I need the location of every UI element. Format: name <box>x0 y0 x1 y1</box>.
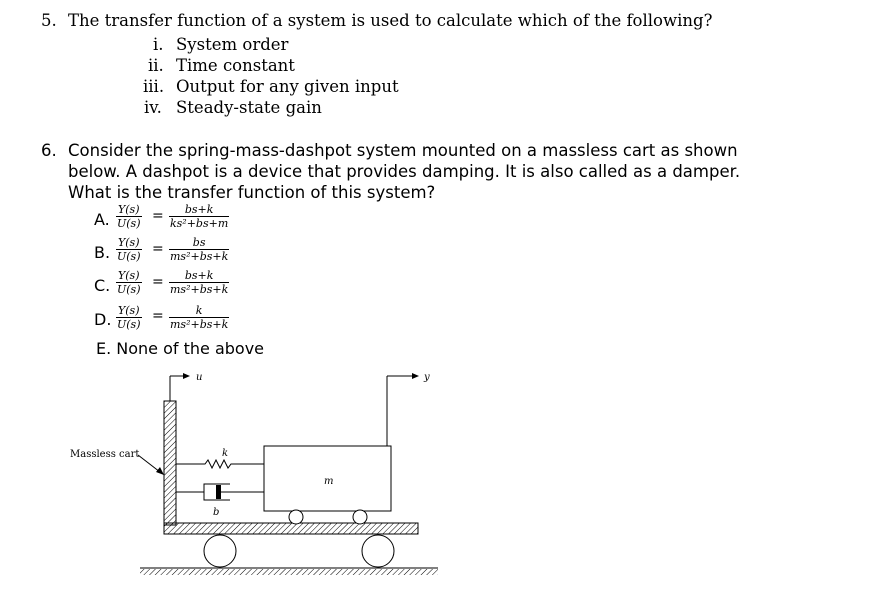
choice-d-lhs-denominator: U(s) <box>117 318 141 331</box>
choice-c-lhs-numerator: Y(s) <box>118 269 140 282</box>
choice-c-letter: C. <box>94 276 111 295</box>
cart-wall <box>164 401 176 525</box>
choice-a-rhs-denominator: ks²+bs+m <box>170 217 229 230</box>
cart-pointer-arrow <box>138 455 164 475</box>
label-y: y <box>424 372 430 383</box>
choice-d-letter: D. <box>94 310 112 329</box>
question-5-text: The transfer function of a system is used to calculate which of the following? <box>68 11 713 30</box>
choice-c-lhs-denominator: U(s) <box>117 283 141 296</box>
mass-wheel <box>353 510 367 524</box>
choice-b-rhs-denominator: ms²+bs+k <box>170 250 229 263</box>
choice-a-letter: A. <box>94 210 110 229</box>
cart-wheel <box>362 535 394 567</box>
choice-d-lhs-numerator: Y(s) <box>118 304 140 317</box>
cart-wheel <box>204 535 236 567</box>
output-y-arrow <box>387 373 419 446</box>
choice-a-lhs-denominator: U(s) <box>117 217 141 230</box>
dashpot <box>176 484 264 500</box>
choice-d-rhs-numerator: k <box>169 304 229 318</box>
equals-sign: = <box>152 308 164 324</box>
label-u: u <box>196 372 203 383</box>
choice-b-lhs-numerator: Y(s) <box>118 236 140 249</box>
choice-e: E. None of the above <box>96 339 265 358</box>
choice-a-rhs-numerator: bs+k <box>169 203 229 217</box>
equals-sign: = <box>152 274 164 290</box>
question-5-number: 5. <box>41 11 57 30</box>
label-massless-cart: Massless cart <box>70 449 140 460</box>
choice-b-letter: B. <box>94 243 111 262</box>
choice-b-lhs-denominator: U(s) <box>117 250 141 263</box>
choice-c-rhs-denominator: ms²+bs+k <box>170 283 229 296</box>
input-u-arrow <box>170 373 190 401</box>
q5-option-numeral: i. <box>153 35 164 54</box>
question-6-text: Consider the spring-mass-dashpot system mounted on a massless cart as shown below. A dashpot is a device that provides damping. It is also called as a damper. What is the transfer function of this system? <box>68 141 741 202</box>
ground-hatch <box>140 569 438 575</box>
equals-sign: = <box>152 208 164 224</box>
label-b: b <box>213 507 220 518</box>
q5-option-text: Steady-state gain <box>176 98 322 117</box>
choice-a-lhs-numerator: Y(s) <box>118 203 140 216</box>
mass-wheel <box>289 510 303 524</box>
cart-base <box>164 523 418 534</box>
q5-option-numeral: ii. <box>148 56 164 75</box>
choice-c-rhs-numerator: bs+k <box>169 269 229 283</box>
q5-option-numeral: iii. <box>143 77 165 96</box>
label-m: m <box>324 476 334 487</box>
choice-d-rhs-denominator: ms²+bs+k <box>170 318 229 331</box>
q5-option-text: Time constant <box>176 56 295 75</box>
q5-option-text: Output for any given input <box>176 77 399 96</box>
question-6-number: 6. <box>41 141 57 160</box>
choice-b-rhs-numerator: bs <box>169 236 229 250</box>
q5-option-numeral: iv. <box>144 98 162 117</box>
q5-option-text: System order <box>176 35 289 54</box>
label-k: k <box>222 448 229 459</box>
spring <box>176 460 264 468</box>
equals-sign: = <box>152 241 164 257</box>
